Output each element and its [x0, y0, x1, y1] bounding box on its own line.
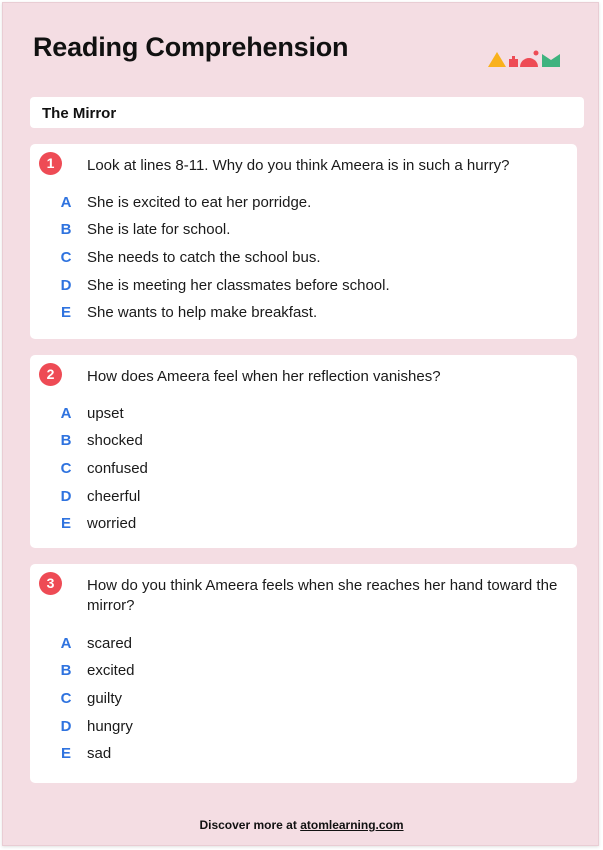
answer-option-e[interactable]	[30, 513, 577, 535]
question-text: How does Ameera feel when her reflection vanishes?	[87, 368, 441, 385]
option-text: She wants to help make breakfast.	[87, 304, 318, 321]
option-text: She is excited to eat her porridge.	[87, 194, 312, 211]
question-text: Look at lines 8-11. Why do you think Ameera is in such a hurry?	[87, 157, 510, 174]
option-letter: C	[60, 690, 72, 707]
option-letter: B	[60, 221, 72, 238]
passage-title-bar	[30, 97, 584, 128]
answer-option-b[interactable]	[30, 219, 577, 241]
option-letter: D	[60, 718, 72, 735]
option-text: sad	[87, 745, 112, 762]
option-text: excited	[87, 662, 135, 679]
question-card-1	[30, 144, 577, 339]
option-letter: A	[60, 635, 72, 652]
footer	[3, 818, 600, 832]
option-letter: D	[60, 488, 72, 505]
answer-option-e[interactable]	[30, 302, 577, 324]
option-letter: E	[60, 745, 71, 762]
option-text: upset	[87, 405, 124, 422]
option-letter: A	[60, 194, 72, 211]
page-title: Reading Comprehension	[33, 32, 349, 62]
option-letter: E	[60, 515, 71, 532]
answer-option-b[interactable]	[30, 660, 577, 682]
question-number-badge: 2	[39, 363, 62, 386]
option-text: hungry	[87, 718, 133, 735]
option-text: scared	[87, 635, 133, 652]
answer-option-d[interactable]	[30, 716, 577, 738]
option-text: confused	[87, 460, 148, 477]
option-text: guilty	[87, 690, 123, 707]
option-text: worried	[87, 515, 137, 532]
question-text: How do you think Ameera feels when she reaches her hand toward the mirror?	[87, 577, 558, 614]
question-card-3	[30, 564, 577, 783]
option-text: shocked	[87, 432, 143, 449]
answer-option-d[interactable]	[30, 275, 577, 297]
answer-option-c[interactable]	[30, 458, 577, 480]
answer-option-d[interactable]	[30, 486, 577, 508]
answer-option-a[interactable]	[30, 403, 577, 425]
answer-option-b[interactable]	[30, 430, 577, 452]
option-letter: E	[60, 304, 71, 321]
option-letter: B	[60, 432, 72, 449]
option-text: She needs to catch the school bus.	[87, 249, 321, 266]
answer-option-c[interactable]	[30, 247, 577, 269]
option-text: cheerful	[87, 488, 141, 505]
option-text: She is late for school.	[87, 221, 231, 238]
atom-logo-icon	[486, 47, 566, 69]
question-number-badge: 1	[39, 152, 62, 175]
option-letter: D	[60, 277, 72, 294]
option-text: She is meeting her classmates before school.	[87, 277, 390, 294]
passage-title: The Mirror	[42, 105, 117, 122]
footer-link[interactable]: atomlearning.com	[300, 818, 404, 832]
worksheet-page	[2, 2, 599, 846]
answer-option-a[interactable]	[30, 192, 577, 214]
answer-option-a[interactable]	[30, 633, 577, 655]
question-number-badge: 3	[39, 572, 62, 595]
option-letter: C	[60, 460, 72, 477]
option-letter: C	[60, 249, 72, 266]
footer-prefix: Discover more at	[199, 818, 297, 832]
answer-option-c[interactable]	[30, 688, 577, 710]
option-letter: B	[60, 662, 72, 679]
answer-option-e[interactable]	[30, 743, 577, 765]
option-letter: A	[60, 405, 72, 422]
question-card-2	[30, 355, 577, 548]
